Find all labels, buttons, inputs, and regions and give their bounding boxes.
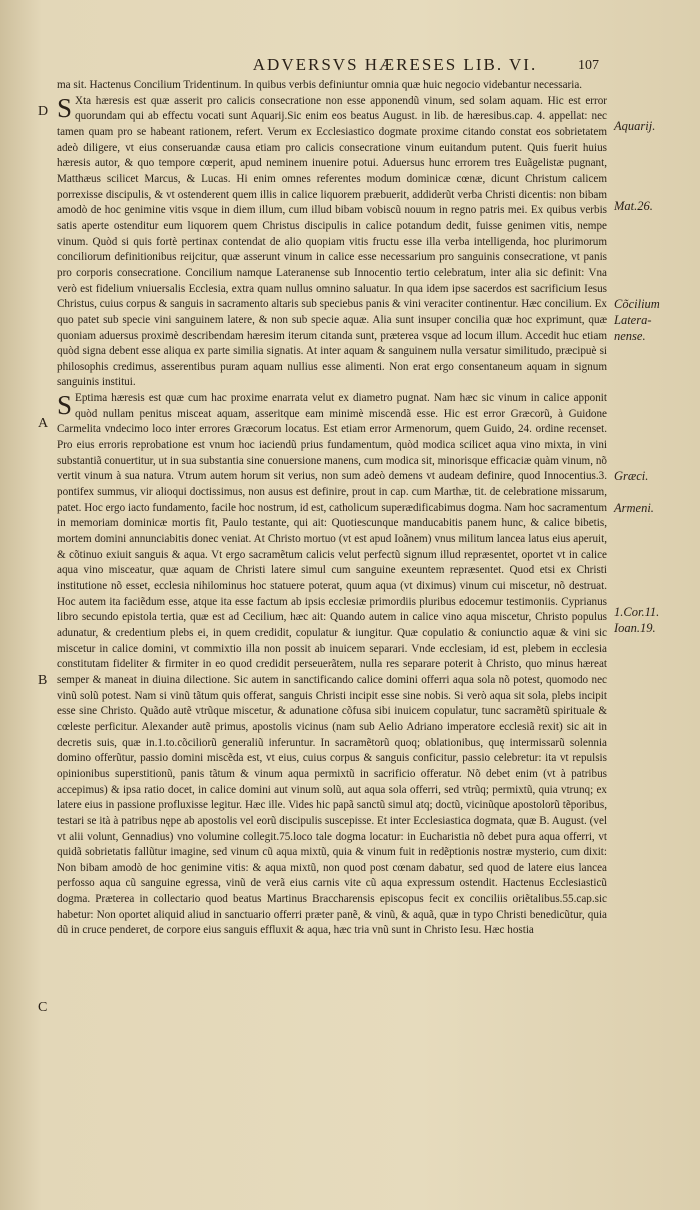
page-number: 107	[578, 58, 599, 73]
margin-note-john: Ioan.19.	[614, 621, 656, 635]
paragraph-intro: ma sit. Hactenus Concilium Tridentinum. In quibus verbis definiuntur omnia quæ huic negocio videbantur necessaria.	[57, 79, 583, 91]
margin-note-matthew: Mat.26.	[614, 199, 653, 213]
paragraph-seventh-heresy-text: Eptima hæresis est quæ cum hac proxime enarrata velut ex diametro pugnat. Nam hæc sic vinum in calice apponit quòd nullam penitus misceat aquam, asseritque eam minimè miscendã esse. Hic est error Græcorũ, à Guidone Carmelita vndecimo loco inter errores Græcorum locatus. Est etiam error Armenorum, quem Guido, 24. ordine recenset. Pro eius erroris reprobatione est vnum hoc iaciendũ prius fundamentum, quòd modica scilicet aqua vino mixta, in vini substantiã conuertitur, ut in sua substantia sine conuersione manens, cum modica sit, minorisque efficaciæ quàm vinum, nõ vertit vinum à sua natura. Vtrum autem horum sit verius, non sum adeò demens vt audeam definire, quod Innocentius.3. pontifex summus, vir alioqui doctissimus, non ausus est definire, prout in cap. cum Marthæ, tit. de celebratione missarum, patet. Hoc ergo iacto fundamento, facile hoc nostrum, id est, catholicum superædificabimus dogma. Nam hoc sacramentum in memoriam dominicæ mortis fit, Paulo testante, qui ait: Quotiescunque manducabitis panem hunc, & calice bibetis, mortem domini annunciabitis donec veniat. At Christo mortuo (vt est apud Ioãnem) vnus militum lancea latus eius aperuit, & cõtinuo exiuit sanguis & aqua. Vt ergo sacramẽtum calicis velut perfectũ signum illud repræsentet, oportet vt in calice aqua vino misceatur, quæ aquam de Christi latere simul cum sanguine exeuntem repræsentet. Quod etsi ex Christi institutione nõ esset, ecclesia nihilominus hoc statuere poterat, quum aqua (vt diximus) vinum cui miscetur, nõ destruat. Hoc autem ita faciẽdum esse, atque ita esse factum ab ipsis ecclesiæ primordiis pluribus edocemur testimoniis. Cyprianus libro secundo epistola tertia, quæ est ad Cecilium, hæc ait: Quando autem in calice vino aqua miscetur, Christo populus adunatur, & credentium plebs ei, in quem credidit, copulatur & iungitur. Quæ copulatio & coniunctio aquæ & vini sic miscetur in calice domini, vt commixtio illa non possit ab inuicem separari. Vnde ecclesiam, id est, plebem in ecclesia constitutam fideliter & firmiter in eo quod credidit perseuerãtem, nulla res separare poterit à Christo, quo minus hæreat semper & maneat in diuina dilectione. Sic autem in sanctificando calice domini offerri aqua sola nõ potest, quomodo nec vinũ solũ potest. Nam si vinũ tãtum quis offerat, sanguis Christi incipit esse sine nobis. Si verò aqua sit sola, plebs incipit esse sine Christo. Quãdo autẽ vtrũque miscetur, & adunatione cõfusa sibi inuicem copulatur, tunc sacramẽtũ spirituale & cœleste perficitur. Alexander autẽ primus, apostolis vicinus (nam sub Aelio Adriano imperatore ecclesiã rexit) sic ait in decretis suis, quæ in.1.to.cõciliorũ generaliũ inferuntur. In sacramẽtorũ quoq; oblationibus, quę intermissarũ solennia domino offerũtur, passio domini miscẽda est, vt eius, cuius corpus & sanguis conficitur, passio celebretur: ita vt repulsis opinionibus superstitionũ, panis tãtum & vinum aqua permixtũ in sacrificio offeratur. Nõ debet enim (vt à patribus accepimus) & ipsa ratio docet, in calice domini aut vinum solũ, aut aqua sola offerri, sed vtrũq; permixtũ, quia vtrunq; ex latere eius in passione profluxisse legitur. Hæc ille. Vides hic papã sanctũ simul atq; doctũ, vicinũque apostolorũ tẽporibus, testari se ità à patribus nępe ab apostolis vel eorũ discipulis suscepisse. Et inter Ecclesiastica dogmata, quæ B. August. (vel vt alii volunt, Gennadius) vno volumine collegit.75.loco tale dogma locatur: in Eucharistia nõ debet pura aqua offerri, vt quidã sobrietatis fallũtur imagine, sed vinum cũ aqua mixtũ, quia & vinum fuit in redẽptionis nostræ mysterio, cum dixit: Non bibam amodò de hoc genimine vitis: & aqua mixtũ, non quod post cœnam dabatur, sed quod de latere eius lancea perfosso aqua cũ sanguine egressa, vinũ de verã eius carnis vite cũ aqua expressum ostendit. Hactenus Ecclesiasticũ dogma. Præterea in collectario quod beatus Martinus Braccharensis episcopus fecit ex conciliis oriẽtalibus.55.cap.sic habetur: Non oportet aliquid aliud in sanctuario offerri præter panẽ, & vinũ, & aquã, quæ in typo Christi benedicũtur, quia dũ in cruce penderet, de corpore eius sanguis effluxit & aqua, hæc tria vnũ sunt in Christo Iesu. Hæc hostia	[57, 392, 607, 937]
margin-note-corinthians: 1.Cor.11.	[614, 605, 660, 619]
margin-note-graeci: Græci.	[614, 469, 649, 483]
margin-section-letter-a: A	[38, 416, 49, 431]
drop-cap: S	[57, 390, 73, 421]
running-title: ADVERSVS HÆRESES LIB. VI.	[252, 55, 538, 74]
margin-section-letter-c: C	[38, 1000, 48, 1015]
margin-note-armeni: Armeni.	[614, 501, 654, 515]
drop-cap: S	[57, 92, 73, 123]
paragraph-sixth-heresy-text: Xta hæresis est quæ asserit pro calicis consecratione non esse apponendũ vinum, sed solam aquam. Hic est error quorundam qui ab effectu vocati sunt Aquarij.Sic enim eos beatus August. in lib. de hæresibus.cap. 4. appellat: nec tamen quam pro se habeant rationem, refert. Verum ex Ecclesiastico dogmate proxime citando constat eos sobrietatem adeò diligere, vt eius conseruandæ causa etiam pro calicis consecratione vinum euitandum putent. Quis fuerit huius hæresis autor, & quo tempore cœperit, apud neminem inuenire potui. Aduersus hunc errorem tres Euãgelistæ pugnant, Matthæus scilicet Marcus, & Lucas. Hi enim omnes referentes modum dominicæ cœnæ, dicunt Christum calicem porrexisse discipulis, & vt ostenderent quem illis in calice liquorem præbuerit, addiderũt verba Christi dicentis: non bibam amodò de hoc genimine vitis vsque in diem illum, cum illud bibam vobiscũ nouum in regno patris mei. Ex quibus verbis satis aperte ostenditur eum liquorem quem Christus discipulis in calice potandum dedit, fuisse genimen vitis, nempe vinum. Quòd si quis fortè pertinax contendat de alio quopiam vitis fructu esse illa verba intelligenda, hoc plurimorum conciliorum definitionibus reijcitur, quæ asserunt vinum in calice esse necessarium pro sanguinis consecratione, vt panis pro corporis consecratione. Concilium namque Lateranense sub Innocentio tertio celebratum, inter alia sic definit: Vna verò est fidelium vniuersalis Ecclesia, extra quam nullus omnino saluatur. In qua idem ipse sacerdos est sacrificium Iesus Christus, cuius corpus & sanguis in sacramento altaris sub speciebus panis & vini veraciter continentur. Hæc concilium. Ex quo patet sub specie vini sanguinem latere, & non sub specie aquæ. Alia sunt insuper concilia quæ hoc exprimunt, quæ quoniam aduersus proximè describendam hæresim iterum citanda sunt, præterea vsque ad locum illum. Accedit huc etiam quòd signa debent esse aliqua ex parte similia signatis. At inter aquam & sanguinem nulla versatur similitudo, præcipuè si philosophis credimus, asserentibus puram aquam nullius esse alimenti. Non erat ergo consentaneum aquam in signum sanguinis institui.	[57, 94, 607, 389]
margin-note-concilium-lateranense: Cõcilium Latera-nense.	[614, 297, 660, 343]
margin-note-aquarij: Aquarij.	[614, 119, 656, 133]
margin-section-letter-d: D	[38, 104, 49, 119]
main-text-column	[57, 78, 607, 939]
paragraph-sixth-heresy	[57, 94, 607, 391]
margin-section-letter-b: B	[38, 673, 48, 688]
paragraph-seventh-heresy	[57, 391, 607, 939]
